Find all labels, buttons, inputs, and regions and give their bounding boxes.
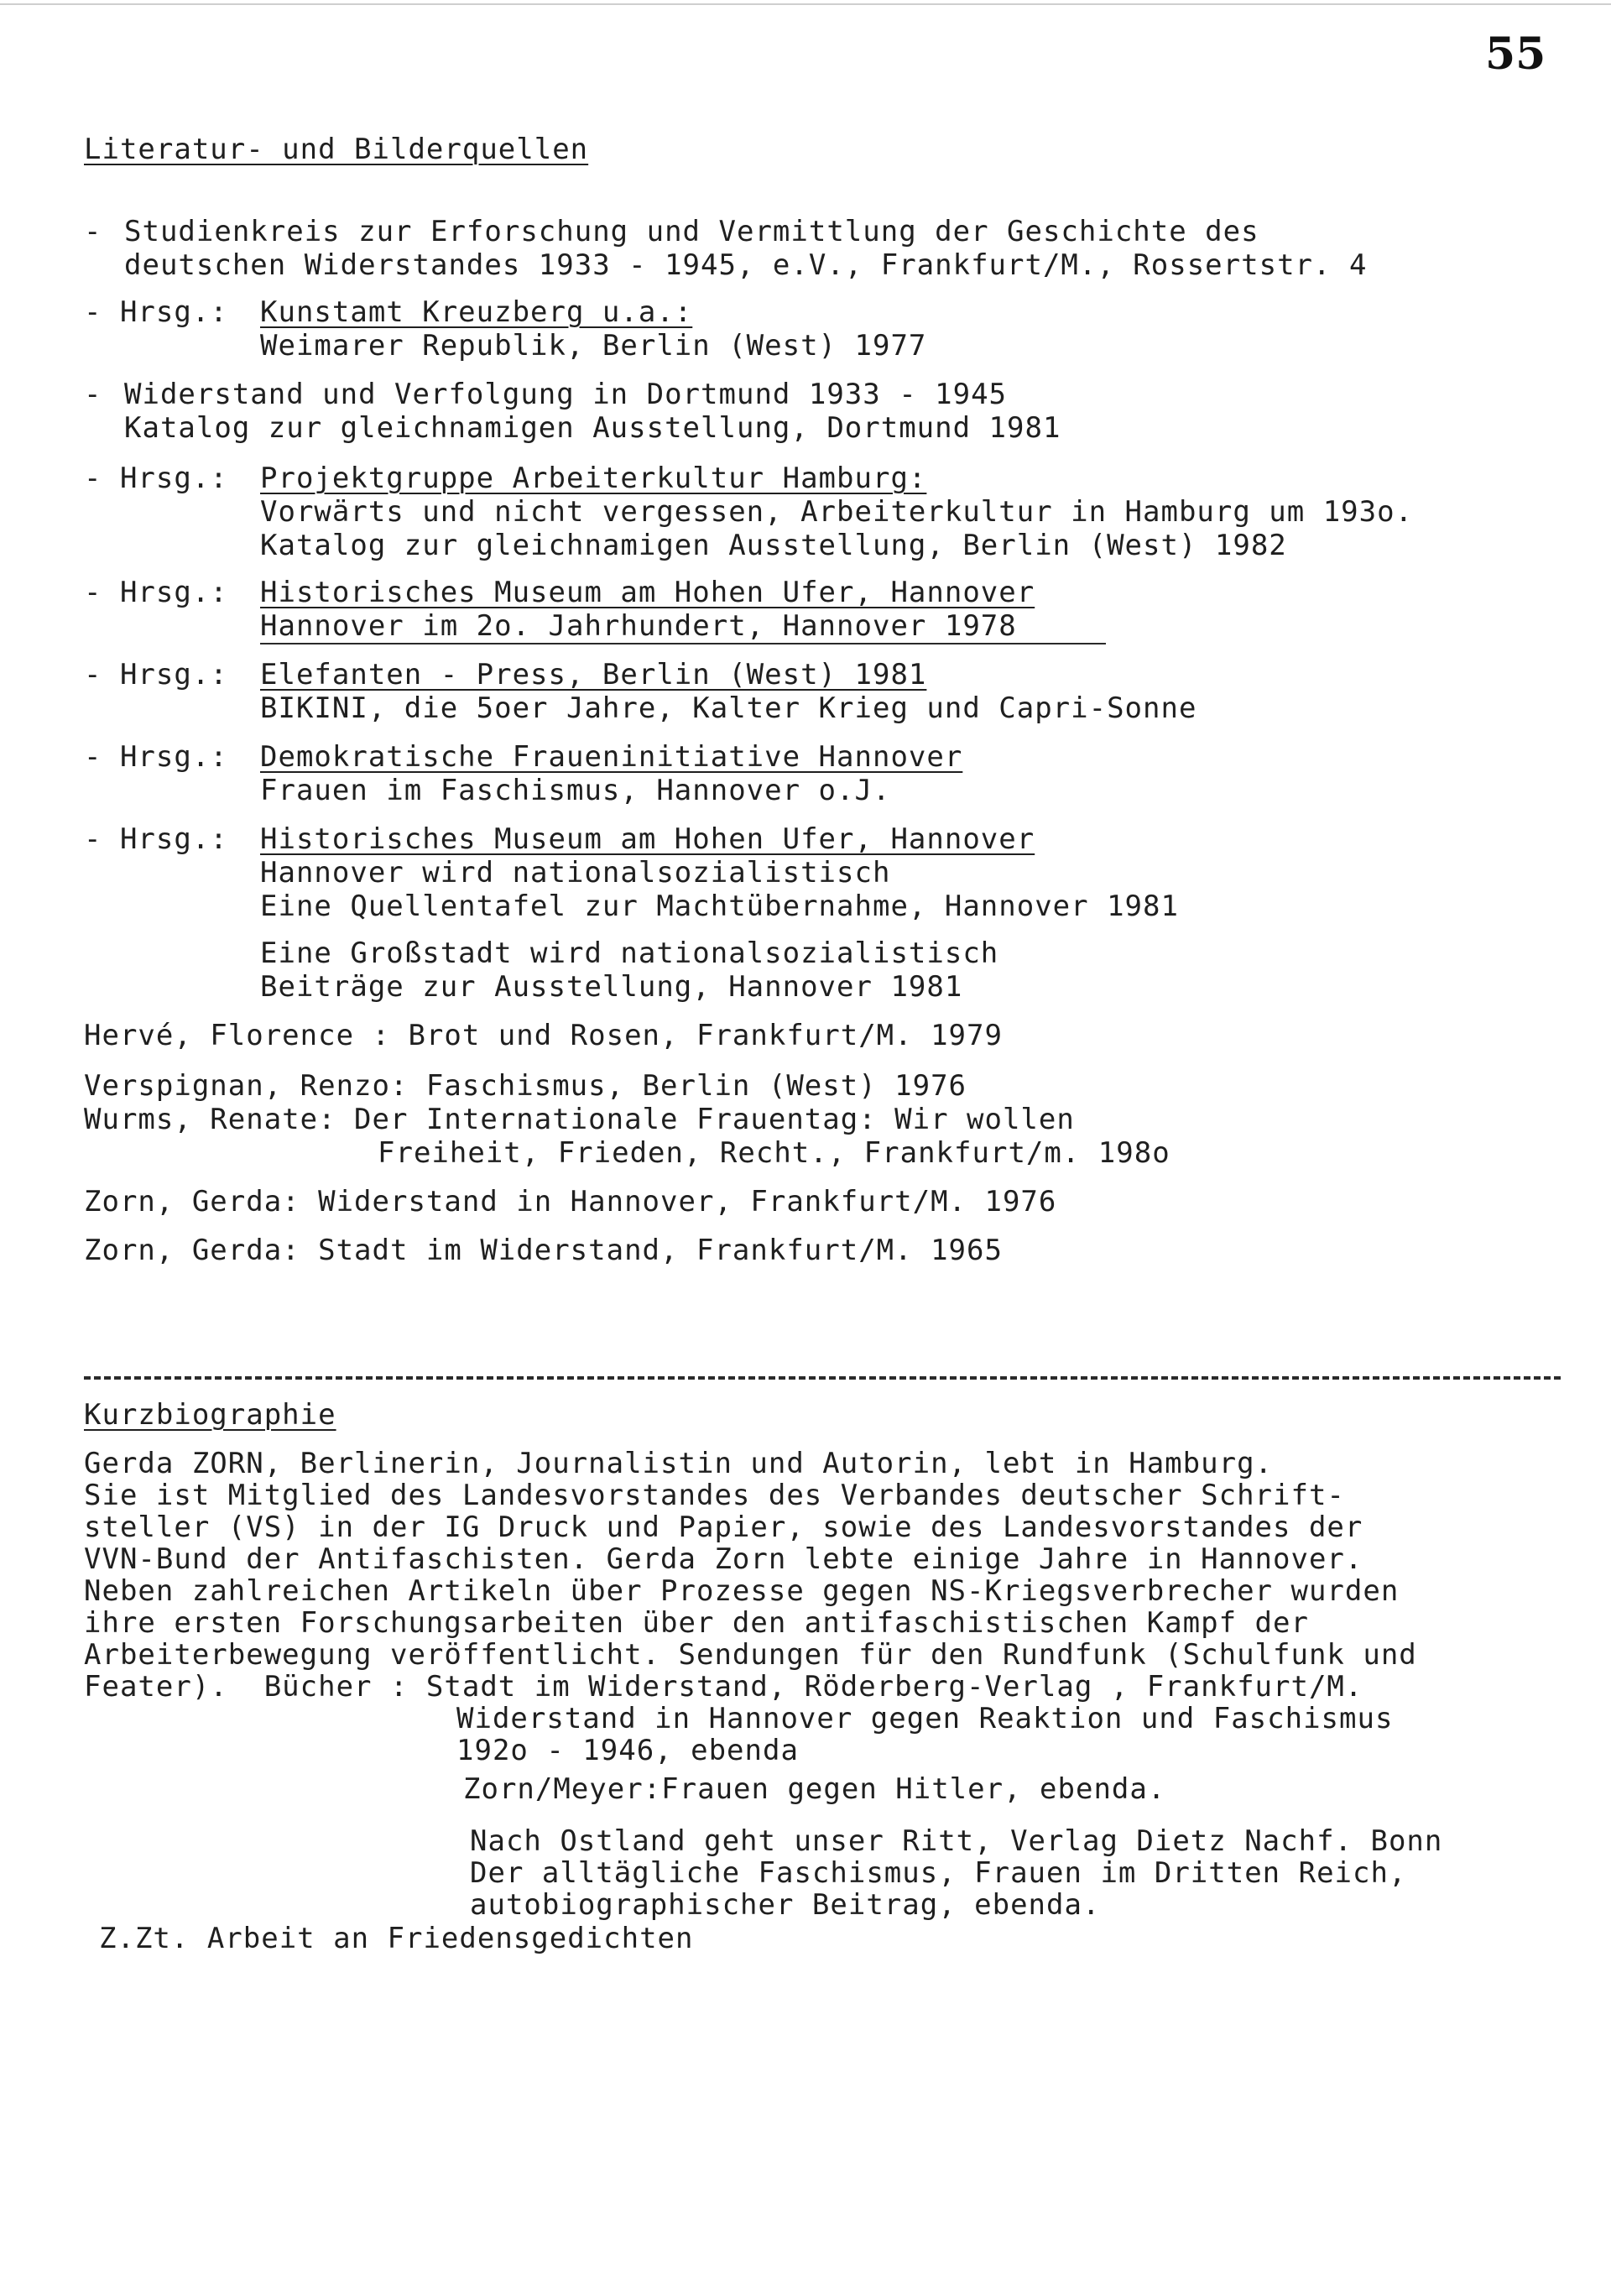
entry-editor: Elefanten - Press, Berlin (West) 1981 — [260, 658, 927, 691]
entry-prefix: - Hrsg.: — [84, 576, 228, 609]
entry-line: Hervé, Florence : Brot und Rosen, Frankfurt/M. 1979 — [84, 1019, 1003, 1052]
underline-rule — [260, 643, 1106, 644]
book-line: 192o - 1946, ebenda — [456, 1734, 799, 1767]
entry-editor: Demokratische Fraueninitiative Hannover — [260, 740, 963, 774]
entry-line: BIKINI, die 5oer Jahre, Kalter Krieg und Capri-Sonne — [260, 691, 1197, 725]
current-work: Z.Zt. Arbeit an Friedensgedichten — [99, 1922, 694, 1955]
book-line: Widerstand in Hannover gegen Reaktion und Faschismus — [456, 1702, 1394, 1735]
entry-line: Zorn, Gerda: Widerstand in Hannover, Frankfurt/M. 1976 — [84, 1185, 1057, 1218]
bio-line: Sie ist Mitglied des Landesvorstandes des Verbandes deutscher Schrift- — [84, 1479, 1345, 1512]
entry-line: Studienkreis zur Erforschung und Vermittlung der Geschichte des — [124, 215, 1259, 248]
entry-line: deutschen Widerstandes 1933 - 1945, e.V., Frankfurt/M., Rossertstr. 4 — [124, 248, 1368, 282]
entry-editor: Projektgruppe Arbeiterkultur Hamburg: — [260, 462, 927, 495]
entry-line: Katalog zur gleichnamigen Ausstellung, Berlin (West) 1982 — [260, 529, 1287, 562]
page-number: 55 — [1485, 29, 1546, 80]
entry-editor: Historisches Museum am Hohen Ufer, Hannover — [260, 822, 1035, 856]
sources-heading: Literatur- und Bilderquellen — [84, 133, 589, 166]
book-line: Der alltägliche Faschismus, Frauen im Dritten Reich, — [470, 1856, 1407, 1890]
entry-line: Zorn, Gerda: Stadt im Widerstand, Frankfurt/M. 1965 — [84, 1234, 1003, 1267]
scan-edge-line — [0, 3, 1611, 5]
bio-line: VVN-Bund der Antifaschisten. Gerda Zorn lebte einige Jahre in Hannover. — [84, 1542, 1363, 1576]
entry-dash: - — [84, 378, 102, 411]
bio-line: Arbeiterbewegung veröffentlicht. Sendungen für den Rundfunk (Schulfunk und — [84, 1638, 1417, 1672]
entry-line: Verspignan, Renzo: Faschismus, Berlin (West) 1976 — [84, 1069, 967, 1103]
entry-line: Freiheit, Frieden, Recht., Frankfurt/m. 198o — [378, 1136, 1170, 1170]
entry-line: Widerstand und Verfolgung in Dortmund 1933 - 1945 — [124, 378, 1008, 411]
entry-prefix: - Hrsg.: — [84, 462, 228, 495]
book-line: autobiographischer Beitrag, ebenda. — [470, 1888, 1101, 1922]
entry-line: Eine Quellentafel zur Machtübernahme, Hannover 1981 — [260, 890, 1179, 923]
entry-dash: - — [84, 215, 102, 248]
entry-line: Beiträge zur Ausstellung, Hannover 1981 — [260, 970, 963, 1004]
bio-line: steller (VS) in der IG Druck und Papier, sowie des Landesvorstandes der — [84, 1511, 1363, 1544]
entry-line: Vorwärts und nicht vergessen, Arbeiterkultur in Hamburg um 193o. — [260, 495, 1414, 529]
bio-line: ihre ersten Forschungsarbeiten über den antifaschistischen Kampf der — [84, 1606, 1309, 1640]
entry-prefix: - Hrsg.: — [84, 740, 228, 774]
entry-prefix: - Hrsg.: — [84, 295, 228, 329]
entry-editor: Historisches Museum am Hohen Ufer, Hannover — [260, 576, 1035, 609]
entry-line: Hannover wird nationalsozialistisch — [260, 856, 891, 890]
entry-line: Hannover im 2o. Jahrhundert, Hannover 1978 — [260, 609, 1017, 643]
biography-heading: Kurzbiographie — [84, 1398, 336, 1432]
entry-prefix: - Hrsg.: — [84, 822, 228, 856]
entry-line: Eine Großstadt wird nationalsozialistisch — [260, 937, 999, 970]
entry-line: Frauen im Faschismus, Hannover o.J. — [260, 774, 891, 807]
entry-prefix: - Hrsg.: — [84, 658, 228, 691]
book-line: Zorn/Meyer:Frauen gegen Hitler, ebenda. — [463, 1772, 1166, 1806]
bio-line: Neben zahlreichen Artikeln über Prozesse gegen NS-Kriegsverbrecher wurden — [84, 1574, 1400, 1608]
entry-line: Wurms, Renate: Der Internationale Frauentag: Wir wollen — [84, 1103, 1075, 1136]
entry-editor: Kunstamt Kreuzberg u.a.: — [260, 295, 693, 329]
entry-line: Katalog zur gleichnamigen Ausstellung, Dortmund 1981 — [124, 411, 1061, 445]
bio-line: Feater). Bücher : Stadt im Widerstand, Röderberg-Verlag , Frankfurt/M. — [84, 1670, 1363, 1704]
bio-line: Gerda ZORN, Berlinerin, Journalistin und Autorin, lebt in Hamburg. — [84, 1447, 1274, 1480]
dashed-divider — [84, 1376, 1561, 1380]
entry-line: Weimarer Republik, Berlin (West) 1977 — [260, 329, 927, 363]
book-line: Nach Ostland geht unser Ritt, Verlag Dietz Nachf. Bonn — [470, 1824, 1443, 1858]
